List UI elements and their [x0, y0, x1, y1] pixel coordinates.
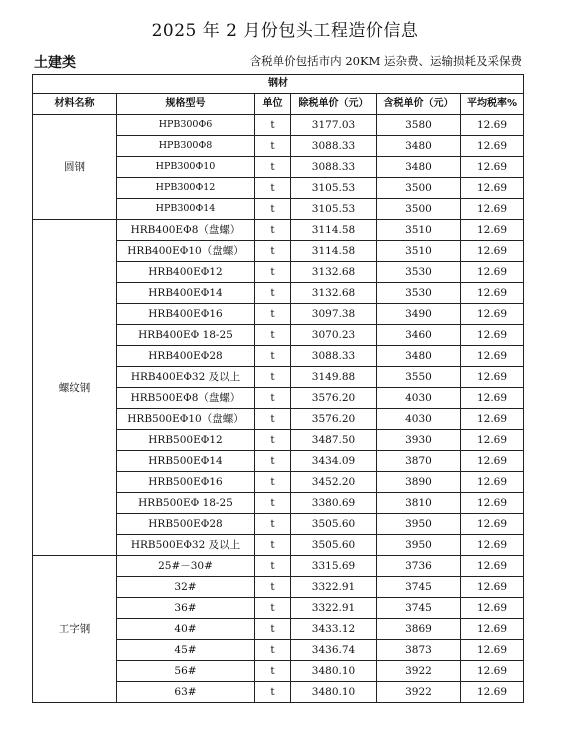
price-ex-tax-cell: 3070.23	[291, 325, 377, 346]
column-header-unit: 单位	[255, 94, 291, 115]
spec-cell: HRB500EΦ16	[117, 472, 255, 493]
spec-cell: HRB400EΦ12	[117, 262, 255, 283]
spec-cell: HRB500EΦ32 及以上	[117, 535, 255, 556]
price-ex-tax-cell: 3452.20	[291, 472, 377, 493]
unit-cell: t	[255, 178, 291, 199]
price-inc-tax-cell: 3873	[377, 640, 461, 661]
unit-cell: t	[255, 325, 291, 346]
tax-rate-cell: 12.69	[461, 472, 524, 493]
unit-cell: t	[255, 157, 291, 178]
price-inc-tax-cell: 3922	[377, 682, 461, 703]
unit-cell: t	[255, 241, 291, 262]
tax-rate-cell: 12.69	[461, 325, 524, 346]
unit-cell: t	[255, 493, 291, 514]
spec-cell: HRB400EΦ16	[117, 304, 255, 325]
tax-rate-cell: 12.69	[461, 577, 524, 598]
spec-cell: 56#	[117, 661, 255, 682]
price-ex-tax-cell: 3132.68	[291, 262, 377, 283]
price-inc-tax-cell: 3950	[377, 535, 461, 556]
spec-cell: HRB500EΦ12	[117, 430, 255, 451]
tax-rate-cell: 12.69	[461, 682, 524, 703]
tax-rate-cell: 12.69	[461, 136, 524, 157]
tax-rate-cell: 12.69	[461, 346, 524, 367]
tax-rate-cell: 12.69	[461, 241, 524, 262]
tax-rate-cell: 12.69	[461, 283, 524, 304]
price-inc-tax-cell: 3870	[377, 451, 461, 472]
unit-cell: t	[255, 430, 291, 451]
section-heading: 钢材	[33, 75, 524, 94]
spec-cell: 36#	[117, 598, 255, 619]
unit-cell: t	[255, 304, 291, 325]
spec-cell: HPB300Φ10	[117, 157, 255, 178]
price-inc-tax-cell: 3490	[377, 304, 461, 325]
price-ex-tax-cell: 3149.88	[291, 367, 377, 388]
spec-cell: HRB400EΦ 18-25	[117, 325, 255, 346]
spec-cell: HRB500EΦ8（盘螺）	[117, 388, 255, 409]
price-note: 含税单价包括市内 20KM 运杂费、运输损耗及采保费	[249, 54, 522, 68]
unit-cell: t	[255, 451, 291, 472]
tax-rate-cell: 12.69	[461, 535, 524, 556]
unit-cell: t	[255, 388, 291, 409]
price-inc-tax-cell: 3510	[377, 220, 461, 241]
tax-rate-cell: 12.69	[461, 556, 524, 577]
price-inc-tax-cell: 3460	[377, 325, 461, 346]
tax-rate-cell: 12.69	[461, 493, 524, 514]
price-inc-tax-cell: 3530	[377, 262, 461, 283]
price-inc-tax-cell: 3950	[377, 514, 461, 535]
price-ex-tax-cell: 3322.91	[291, 598, 377, 619]
price-ex-tax-cell: 3105.53	[291, 199, 377, 220]
spec-cell: HRB500EΦ10（盘螺）	[117, 409, 255, 430]
spec-cell: HRB500EΦ28	[117, 514, 255, 535]
column-header-material: 材料名称	[33, 94, 117, 115]
price-ex-tax-cell: 3505.60	[291, 514, 377, 535]
price-ex-tax-cell: 3088.33	[291, 136, 377, 157]
tax-rate-cell: 12.69	[461, 661, 524, 682]
material-name-cell: 螺纹钢	[33, 220, 117, 556]
price-ex-tax-cell: 3576.20	[291, 409, 377, 430]
spec-cell: HRB400EΦ32 及以上	[117, 367, 255, 388]
price-ex-tax-cell: 3315.69	[291, 556, 377, 577]
price-inc-tax-cell: 3930	[377, 430, 461, 451]
unit-cell: t	[255, 283, 291, 304]
material-name-cell: 圆钢	[33, 115, 117, 220]
tax-rate-cell: 12.69	[461, 115, 524, 136]
price-ex-tax-cell: 3434.09	[291, 451, 377, 472]
unit-cell: t	[255, 598, 291, 619]
price-ex-tax-cell: 3114.58	[291, 220, 377, 241]
column-header-price-inc-tax: 含税单价（元）	[377, 94, 461, 115]
table-row	[33, 115, 524, 136]
spec-cell: HRB400EΦ8（盘螺）	[117, 220, 255, 241]
unit-cell: t	[255, 556, 291, 577]
tax-rate-cell: 12.69	[461, 388, 524, 409]
price-ex-tax-cell: 3177.03	[291, 115, 377, 136]
tax-rate-cell: 12.69	[461, 451, 524, 472]
price-inc-tax-cell: 3480	[377, 136, 461, 157]
table-row	[33, 220, 524, 241]
unit-cell: t	[255, 262, 291, 283]
tax-rate-cell: 12.69	[461, 514, 524, 535]
price-inc-tax-cell: 3510	[377, 241, 461, 262]
spec-cell: HRB400EΦ14	[117, 283, 255, 304]
tax-rate-cell: 12.69	[461, 178, 524, 199]
tax-rate-cell: 12.69	[461, 262, 524, 283]
tax-rate-cell: 12.69	[461, 157, 524, 178]
price-ex-tax-cell: 3433.12	[291, 619, 377, 640]
spec-cell: HPB300Φ12	[117, 178, 255, 199]
column-header-price-ex-tax: 除税单价（元）	[291, 94, 377, 115]
tax-rate-cell: 12.69	[461, 598, 524, 619]
price-table	[32, 74, 524, 703]
price-inc-tax-cell: 3550	[377, 367, 461, 388]
unit-cell: t	[255, 136, 291, 157]
unit-cell: t	[255, 220, 291, 241]
spec-cell: HRB500EΦ14	[117, 451, 255, 472]
price-inc-tax-cell: 3890	[377, 472, 461, 493]
spec-cell: HRB400EΦ10（盘螺）	[117, 241, 255, 262]
price-ex-tax-cell: 3480.10	[291, 682, 377, 703]
tax-rate-cell: 12.69	[461, 430, 524, 451]
price-ex-tax-cell: 3132.68	[291, 283, 377, 304]
price-inc-tax-cell: 3530	[377, 283, 461, 304]
price-inc-tax-cell: 3500	[377, 178, 461, 199]
spec-cell: 40#	[117, 619, 255, 640]
unit-cell: t	[255, 367, 291, 388]
unit-cell: t	[255, 472, 291, 493]
price-ex-tax-cell: 3480.10	[291, 661, 377, 682]
price-ex-tax-cell: 3436.74	[291, 640, 377, 661]
unit-cell: t	[255, 514, 291, 535]
unit-cell: t	[255, 346, 291, 367]
price-inc-tax-cell: 3745	[377, 577, 461, 598]
tax-rate-cell: 12.69	[461, 199, 524, 220]
unit-cell: t	[255, 409, 291, 430]
price-ex-tax-cell: 3322.91	[291, 577, 377, 598]
spec-cell: 45#	[117, 640, 255, 661]
price-ex-tax-cell: 3487.50	[291, 430, 377, 451]
unit-cell: t	[255, 682, 291, 703]
tax-rate-cell: 12.69	[461, 367, 524, 388]
spec-cell: 25#－30#	[117, 556, 255, 577]
unit-cell: t	[255, 199, 291, 220]
price-inc-tax-cell: 3480	[377, 346, 461, 367]
price-ex-tax-cell: 3088.33	[291, 157, 377, 178]
unit-cell: t	[255, 577, 291, 598]
price-inc-tax-cell: 3480	[377, 157, 461, 178]
spec-cell: HPB300Φ8	[117, 136, 255, 157]
category-label: 土建类	[34, 55, 76, 71]
price-ex-tax-cell: 3505.60	[291, 535, 377, 556]
price-inc-tax-cell: 3580	[377, 115, 461, 136]
spec-cell: HPB300Φ6	[117, 115, 255, 136]
price-inc-tax-cell: 3869	[377, 619, 461, 640]
unit-cell: t	[255, 640, 291, 661]
price-inc-tax-cell: 4030	[377, 409, 461, 430]
tax-rate-cell: 12.69	[461, 640, 524, 661]
price-ex-tax-cell: 3380.69	[291, 493, 377, 514]
spec-cell: HRB500EΦ 18-25	[117, 493, 255, 514]
spec-cell: HPB300Φ14	[117, 199, 255, 220]
tax-rate-cell: 12.69	[461, 304, 524, 325]
price-inc-tax-cell: 3745	[377, 598, 461, 619]
unit-cell: t	[255, 535, 291, 556]
price-inc-tax-cell: 3922	[377, 661, 461, 682]
table-row	[33, 556, 524, 577]
spec-cell: HRB400EΦ28	[117, 346, 255, 367]
tax-rate-cell: 12.69	[461, 409, 524, 430]
price-ex-tax-cell: 3105.53	[291, 178, 377, 199]
column-header-tax-rate: 平均税率%	[461, 94, 524, 115]
spec-cell: 63#	[117, 682, 255, 703]
price-ex-tax-cell: 3576.20	[291, 388, 377, 409]
unit-cell: t	[255, 661, 291, 682]
spec-cell: 32#	[117, 577, 255, 598]
price-inc-tax-cell: 3810	[377, 493, 461, 514]
tax-rate-cell: 12.69	[461, 220, 524, 241]
material-name-cell: 工字钢	[33, 556, 117, 703]
unit-cell: t	[255, 619, 291, 640]
price-ex-tax-cell: 3088.33	[291, 346, 377, 367]
price-ex-tax-cell: 3097.38	[291, 304, 377, 325]
column-header-spec: 规格型号	[117, 94, 255, 115]
table-body	[33, 115, 524, 703]
price-inc-tax-cell: 4030	[377, 388, 461, 409]
price-ex-tax-cell: 3114.58	[291, 241, 377, 262]
unit-cell: t	[255, 115, 291, 136]
tax-rate-cell: 12.69	[461, 619, 524, 640]
price-inc-tax-cell: 3736	[377, 556, 461, 577]
page-title: 2025 年 2 月份包头工程造价信息	[151, 21, 419, 41]
price-inc-tax-cell: 3500	[377, 199, 461, 220]
